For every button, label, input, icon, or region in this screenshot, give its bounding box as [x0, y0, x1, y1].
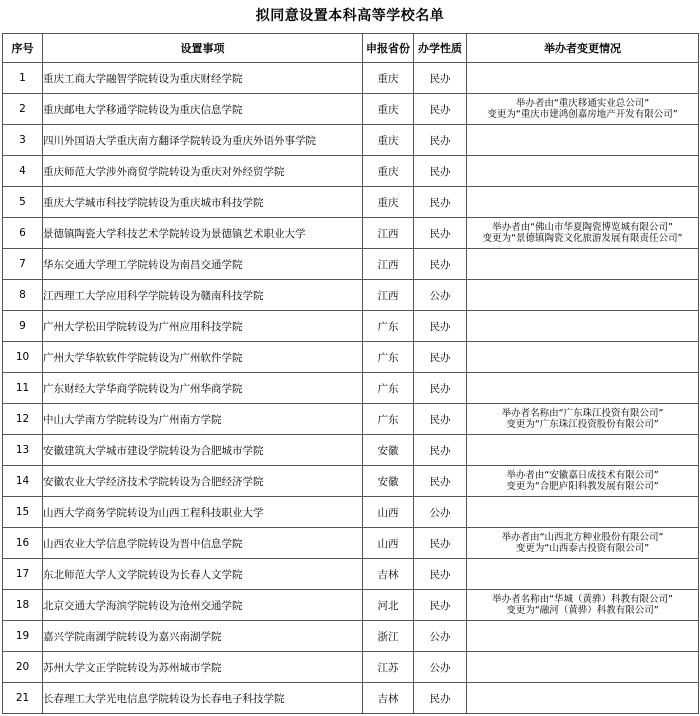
header-change: 举办者变更情况	[467, 34, 699, 63]
table-row	[3, 156, 699, 187]
row-change-line: 举办者由“重庆移通实业总公司”	[515, 98, 650, 109]
table-row	[3, 373, 699, 404]
table-row	[3, 528, 699, 559]
row-item: 广州大学华软软件学院转设为广州软件学院	[43, 342, 363, 373]
row-province: 江西	[363, 249, 414, 280]
row-nature: 民办	[414, 466, 467, 497]
row-num: 16	[3, 528, 43, 559]
row-nature: 民办	[414, 559, 467, 590]
row-item: 重庆工商大学融智学院转设为重庆财经学院	[43, 63, 363, 94]
row-change-line: 举办者由“安徽嘉日成技术有限公司”	[506, 470, 659, 481]
header-item: 设置事项	[43, 34, 363, 63]
row-nature: 民办	[414, 94, 467, 125]
row-change	[467, 435, 699, 466]
row-item: 景德镇陶瓷大学科技艺术学院转设为景德镇艺术职业大学	[43, 218, 363, 249]
row-num: 4	[3, 156, 43, 187]
row-num: 18	[3, 590, 43, 621]
row-province: 江西	[363, 280, 414, 311]
header-row	[3, 34, 699, 63]
row-item: 广州大学松田学院转设为广州应用科技学院	[43, 311, 363, 342]
row-nature: 公办	[414, 497, 467, 528]
row-province: 浙江	[363, 621, 414, 652]
row-num: 20	[3, 652, 43, 683]
row-nature: 民办	[414, 435, 467, 466]
row-num: 14	[3, 466, 43, 497]
row-change	[467, 187, 699, 218]
row-nature: 公办	[414, 280, 467, 311]
row-change	[467, 156, 699, 187]
row-nature: 民办	[414, 125, 467, 156]
row-province: 山西	[363, 528, 414, 559]
page-title: 拟同意设置本科高等学校名单	[255, 8, 445, 24]
row-change-line: 举办者由“山西北方种业股份有限公司”	[501, 532, 664, 543]
row-change	[467, 404, 699, 435]
row-province: 广东	[363, 373, 414, 404]
row-change	[467, 528, 699, 559]
row-change	[467, 218, 699, 249]
row-change	[467, 590, 699, 621]
table-row	[3, 342, 699, 373]
row-item: 重庆邮电大学移通学院转设为重庆信息学院	[43, 94, 363, 125]
table-row	[3, 218, 699, 249]
row-nature: 公办	[414, 621, 467, 652]
row-change	[467, 621, 699, 652]
row-nature: 民办	[414, 590, 467, 621]
row-change-line: 变更为“融河（黄骅）科教有限公司”	[506, 605, 659, 616]
row-change	[467, 466, 699, 497]
row-province: 安徽	[363, 435, 414, 466]
table-row	[3, 621, 699, 652]
row-change	[467, 63, 699, 94]
row-province: 安徽	[363, 466, 414, 497]
table-row	[3, 497, 699, 528]
table-row	[3, 435, 699, 466]
row-change	[467, 94, 699, 125]
row-item: 安徽农业大学经济技术学院转设为合肥经济学院	[43, 466, 363, 497]
row-change	[467, 125, 699, 156]
row-num: 9	[3, 311, 43, 342]
row-change	[467, 497, 699, 528]
header-province: 申报省份	[363, 34, 414, 63]
table-row	[3, 311, 699, 342]
table-row	[3, 404, 699, 435]
row-nature: 民办	[414, 311, 467, 342]
row-num: 2	[3, 94, 43, 125]
header-num: 序号	[3, 34, 43, 63]
row-nature: 民办	[414, 249, 467, 280]
row-item: 中山大学南方学院转设为广州南方学院	[43, 404, 363, 435]
row-num: 17	[3, 559, 43, 590]
row-num: 8	[3, 280, 43, 311]
row-nature: 民办	[414, 63, 467, 94]
table-row	[3, 187, 699, 218]
table-row	[3, 652, 699, 683]
row-change-line: 变更为“山西泰古投资有限公司”	[515, 543, 650, 554]
row-item: 江西理工大学应用科学学院转设为赣南科技学院	[43, 280, 363, 311]
row-province: 江苏	[363, 652, 414, 683]
row-item: 长春理工大学光电信息学院转设为长春电子科技学院	[43, 683, 363, 714]
row-province: 重庆	[363, 156, 414, 187]
row-nature: 民办	[414, 187, 467, 218]
table-row	[3, 94, 699, 125]
row-province: 吉林	[363, 683, 414, 714]
row-nature: 公办	[414, 652, 467, 683]
row-province: 广东	[363, 404, 414, 435]
row-num: 15	[3, 497, 43, 528]
row-item: 重庆师范大学涉外商贸学院转设为重庆对外经贸学院	[43, 156, 363, 187]
table-row	[3, 63, 699, 94]
table-body	[3, 63, 699, 714]
row-item: 北京交通大学海滨学院转设为沧州交通学院	[43, 590, 363, 621]
row-num: 12	[3, 404, 43, 435]
school-list-table	[2, 33, 699, 714]
header-nature: 办学性质	[414, 34, 467, 63]
row-nature: 民办	[414, 683, 467, 714]
row-num: 5	[3, 187, 43, 218]
row-change	[467, 311, 699, 342]
row-item: 山西大学商务学院转设为山西工程科技职业大学	[43, 497, 363, 528]
row-province: 河北	[363, 590, 414, 621]
row-nature: 民办	[414, 218, 467, 249]
row-num: 6	[3, 218, 43, 249]
row-province: 重庆	[363, 63, 414, 94]
row-change-line: 变更为“合肥庐阳科教发展有限公司”	[506, 481, 659, 492]
row-change	[467, 280, 699, 311]
row-province: 吉林	[363, 559, 414, 590]
row-change	[467, 683, 699, 714]
row-change-line: 变更为“广东珠江投资股份有限公司”	[506, 419, 659, 430]
row-item: 广东财经大学华商学院转设为广州华商学院	[43, 373, 363, 404]
table-row	[3, 249, 699, 280]
row-change	[467, 249, 699, 280]
table-row	[3, 559, 699, 590]
row-province: 重庆	[363, 187, 414, 218]
row-change	[467, 373, 699, 404]
row-change	[467, 652, 699, 683]
row-num: 11	[3, 373, 43, 404]
row-item: 山西农业大学信息学院转设为晋中信息学院	[43, 528, 363, 559]
row-item: 嘉兴学院南湖学院转设为嘉兴南湖学院	[43, 621, 363, 652]
row-num: 21	[3, 683, 43, 714]
row-item: 东北师范大学人文学院转设为长春人文学院	[43, 559, 363, 590]
row-change-line: 变更为“景德镇陶瓷文化旅游发展有限责任公司”	[482, 233, 683, 244]
row-item: 重庆大学城市科技学院转设为重庆城市科技学院	[43, 187, 363, 218]
row-item: 苏州大学文正学院转设为苏州城市学院	[43, 652, 363, 683]
row-num: 1	[3, 63, 43, 94]
row-province: 重庆	[363, 125, 414, 156]
row-change-line: 举办者名称由“广东珠江投资有限公司”	[501, 408, 664, 419]
table-row	[3, 683, 699, 714]
row-change-line: 变更为“重庆市建鸿创嘉房地产开发有限公司”	[487, 109, 678, 120]
row-province: 山西	[363, 497, 414, 528]
row-num: 19	[3, 621, 43, 652]
row-nature: 民办	[414, 156, 467, 187]
row-item: 四川外国语大学重庆南方翻译学院转设为重庆外语外事学院	[43, 125, 363, 156]
row-item: 华东交通大学理工学院转设为南昌交通学院	[43, 249, 363, 280]
row-change-line: 举办者由“佛山市华夏陶瓷博览城有限公司”	[492, 222, 673, 233]
row-num: 3	[3, 125, 43, 156]
row-nature: 民办	[414, 373, 467, 404]
row-province: 江西	[363, 218, 414, 249]
table-row	[3, 590, 699, 621]
row-num: 10	[3, 342, 43, 373]
row-num: 13	[3, 435, 43, 466]
row-province: 广东	[363, 342, 414, 373]
row-province: 广东	[363, 311, 414, 342]
row-nature: 民办	[414, 342, 467, 373]
row-province: 重庆	[363, 94, 414, 125]
row-num: 7	[3, 249, 43, 280]
table-row	[3, 280, 699, 311]
table-row	[3, 466, 699, 497]
row-change	[467, 342, 699, 373]
row-nature: 民办	[414, 404, 467, 435]
row-item: 安徽建筑大学城市建设学院转设为合肥城市学院	[43, 435, 363, 466]
row-nature: 民办	[414, 528, 467, 559]
row-change-line: 举办者名称由“华城（黄骅）科教有限公司”	[492, 594, 673, 605]
row-change	[467, 559, 699, 590]
table-row	[3, 125, 699, 156]
